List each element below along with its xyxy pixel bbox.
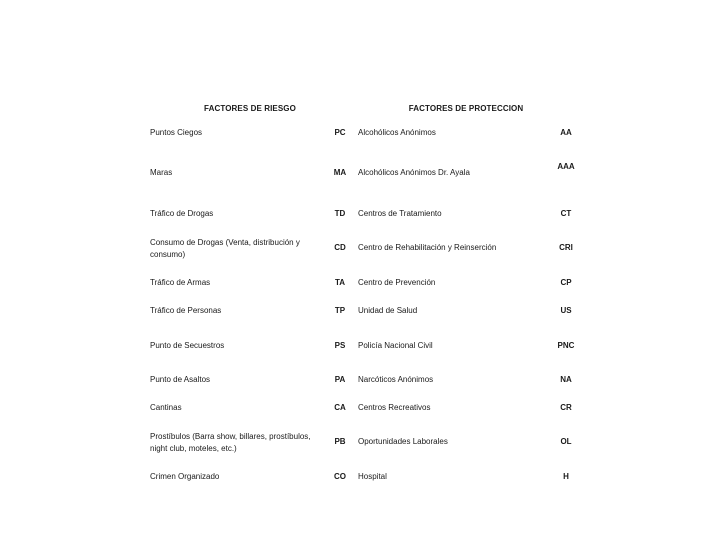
protection-code: CRI — [559, 243, 573, 252]
risk-factors-header: FACTORES DE RIESGO — [204, 104, 296, 113]
protection-factor: Hospital — [358, 472, 387, 481]
risk-factor: Puntos Ciegos — [150, 128, 203, 137]
protection-factor: Oportunidades Laborales — [358, 437, 448, 446]
risk-code: CD — [334, 243, 346, 252]
risk-factor: Punto de Secuestros — [150, 341, 225, 350]
protection-factor: Narcóticos Anónimos — [358, 375, 434, 384]
protection-code: AAA — [557, 162, 575, 171]
protection-factor: Centro de Rehabilitación y Reinserción — [358, 243, 497, 252]
risk-code: TP — [334, 306, 346, 315]
protection-factor: Centros de Tratamiento — [358, 209, 442, 218]
risk-factor: Consumo de Drogas (Venta, distribución y consumo) — [150, 238, 300, 259]
protection-factor: Alcohólicos Anónimos — [358, 128, 436, 137]
protection-factor: Policía Nacional Civil — [358, 341, 433, 350]
protection-code: H — [563, 472, 569, 481]
protection-code: CP — [560, 278, 572, 287]
risk-code: MA — [333, 168, 347, 177]
protection-factor: Alcohólicos Anónimos Dr. Ayala — [358, 168, 470, 177]
protection-factor: Unidad de Salud — [358, 306, 418, 315]
risk-factor: Tráfico de Armas — [150, 278, 211, 287]
risk-factor: Crimen Organizado — [150, 472, 220, 481]
risk-factor: Tráfico de Personas — [150, 306, 222, 315]
risk-code: PB — [334, 437, 346, 446]
risk-factor: Prostíbulos (Barra show, billares, prostíbulos, night club, moteles, etc.) — [150, 432, 311, 453]
protection-factor: Centros Recreativos — [358, 403, 431, 412]
protection-factors-header: FACTORES DE PROTECCION — [408, 104, 524, 113]
risk-factor: Punto de Asaltos — [150, 375, 211, 384]
protection-code: CR — [560, 403, 572, 412]
risk-factor: Cantinas — [150, 403, 182, 412]
protection-code: OL — [560, 437, 572, 446]
risk-factor: Tráfico de Drogas — [150, 209, 214, 218]
risk-factor: Maras — [150, 168, 173, 177]
protection-code: CT — [560, 209, 572, 218]
risk-code: CA — [334, 403, 346, 412]
protection-factor: Centro de Prevención — [358, 278, 436, 287]
risk-code: PS — [334, 341, 346, 350]
protection-code: AA — [560, 128, 572, 137]
risk-code: CO — [334, 472, 346, 481]
protection-code: US — [560, 306, 572, 315]
risk-code: TA — [334, 278, 346, 287]
risk-code: PA — [334, 375, 346, 384]
risk-code: PC — [334, 128, 346, 137]
risk-code: TD — [334, 209, 346, 218]
protection-code: NA — [560, 375, 572, 384]
protection-code: PNC — [557, 341, 575, 350]
